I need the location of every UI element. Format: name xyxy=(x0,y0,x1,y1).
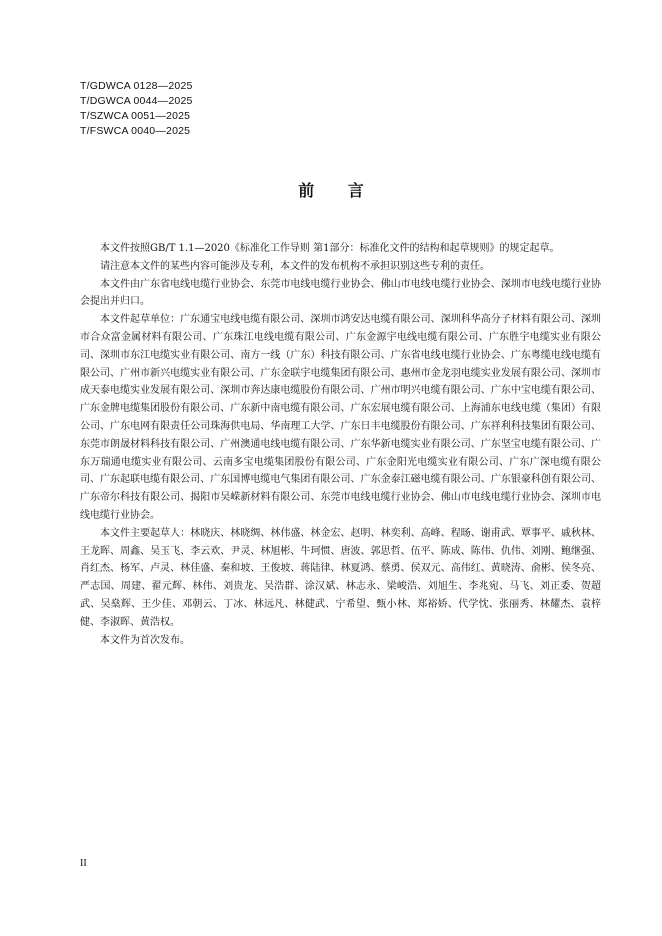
page-number: II xyxy=(80,858,87,869)
standard-code: T/DGWCA 0044—2025 xyxy=(80,95,193,107)
standard-code: T/SZWCA 0051—2025 xyxy=(80,110,191,122)
standard-code: T/FSWCA 0040—2025 xyxy=(80,125,191,137)
standard-code-block xyxy=(80,79,193,139)
paragraph-first-release: 本文件为首次发布。 xyxy=(100,634,190,646)
paragraph-drafters: 本文件主要起草人：林晓庆、林晓绸、林伟盛、林金宏、赵明、林奕利、高峰、程旸、谢甫武、覃事平、戚秋林、王龙晖、周鑫、吴玉飞、李云欢、尹灵、林旭彬、牛珂惯、唐波、郭思哲、伍平、陈成、陈伟、仇伟、刘刚、鲍继强、肖红杰、杨军、卢灵、林佳盛、秦和坡、王俊坡、蒋陆律、林夏鸿、蔡勇、侯双元、高伟红、黄晓涛、俞彬、侯冬亮、严志国、周建、翟元辉、林伟、刘贵龙、吴浩群、涂汉斌、林志永、梁峻浩、刘旭生、李兆宛、马飞、刘正委、贺超武、吴燊辉、王少佳、邓朝云、丁冰、林远凡、林健武、宁希望、甄小林、郑裕娇、代学忱、张丽秀、林耀杰、袁梓健、李淑晖、黄浩权。 xyxy=(80,527,601,628)
foreword-body xyxy=(80,240,601,649)
standard-code: T/GDWCA 0128—2025 xyxy=(80,80,193,92)
paragraph-drafting-units: 本文件起草单位：广东通宝电线电缆有限公司、深圳市鸿安达电缆有限公司、深圳科华高分子材料有限公司、深圳市合众富金属材料有限公司、广东珠江电线电缆有限公司、广东金源宇电线电缆有限公司、广东胜宇电缆实业有限公司、深圳市东江电缆实业有限公司、南方一线（广东）科技有限公司、广东省电线电缆行业协会、广东粤缆电线电缆有限公司、广州市新兴电缆实业有限公司、广东金联宇电缆集团有限公司、惠州市金龙羽电缆实业发展有限公司、深圳市成天泰电缆实业发展有限公司、深圳市奔达康电缆股份有限公司、广州市明兴电缆有限公司、广东中宝电缆有限公司、广东金牌电缆集团股份有限公司、广东新中南电缆有限公司、广东宏展电缆有限公司、上海浦东电线电缆（集团）有限公司、广东电网有限责任公司珠海供电局、华南理工大学、广东日丰电缆股份有限公司、广东祥利科技集团有限公司、东莞市朗晟材料科技有限公司、广州澳通电线电缆有限公司、广东华新电缆实业有限公司、广东坚宝电缆有限公司、广东万瑞通电缆实业有限公司、云南多宝电缆集团股份有限公司、广东金阳光电缆实业有限公司、广东广深电缆有限公司、广东起联电缆有限公司、广东国博电缆电气集团有限公司、广东金泰江磁电缆有限公司、广东银豪科创有限公司、广东帝尔科技有限公司、揭阳市吴嵘新材料有限公司、东莞市电线电缆行业协会、佛山市电线电缆行业协会、深圳市电线电缆行业协会。 xyxy=(80,314,601,521)
paragraph-proposer: 本文件由广东省电线电缆行业协会、东莞市电线电缆行业协会、佛山市电线电缆行业协会、深圳市电线电缆行业协会提出并归口。 xyxy=(80,278,601,308)
paragraph-patent-notice: 请注意本文件的某些内容可能涉及专利，本文件的发布机构不承担识别这些专利的责任。 xyxy=(100,260,490,272)
paragraph-drafting-rules: 本文件按照GB/T 1.1—2020《标准化工作导则 第1部分：标准化文件的结构和起草规则》的规定起草。 xyxy=(100,243,560,254)
page-title: 前 言 xyxy=(298,181,378,200)
